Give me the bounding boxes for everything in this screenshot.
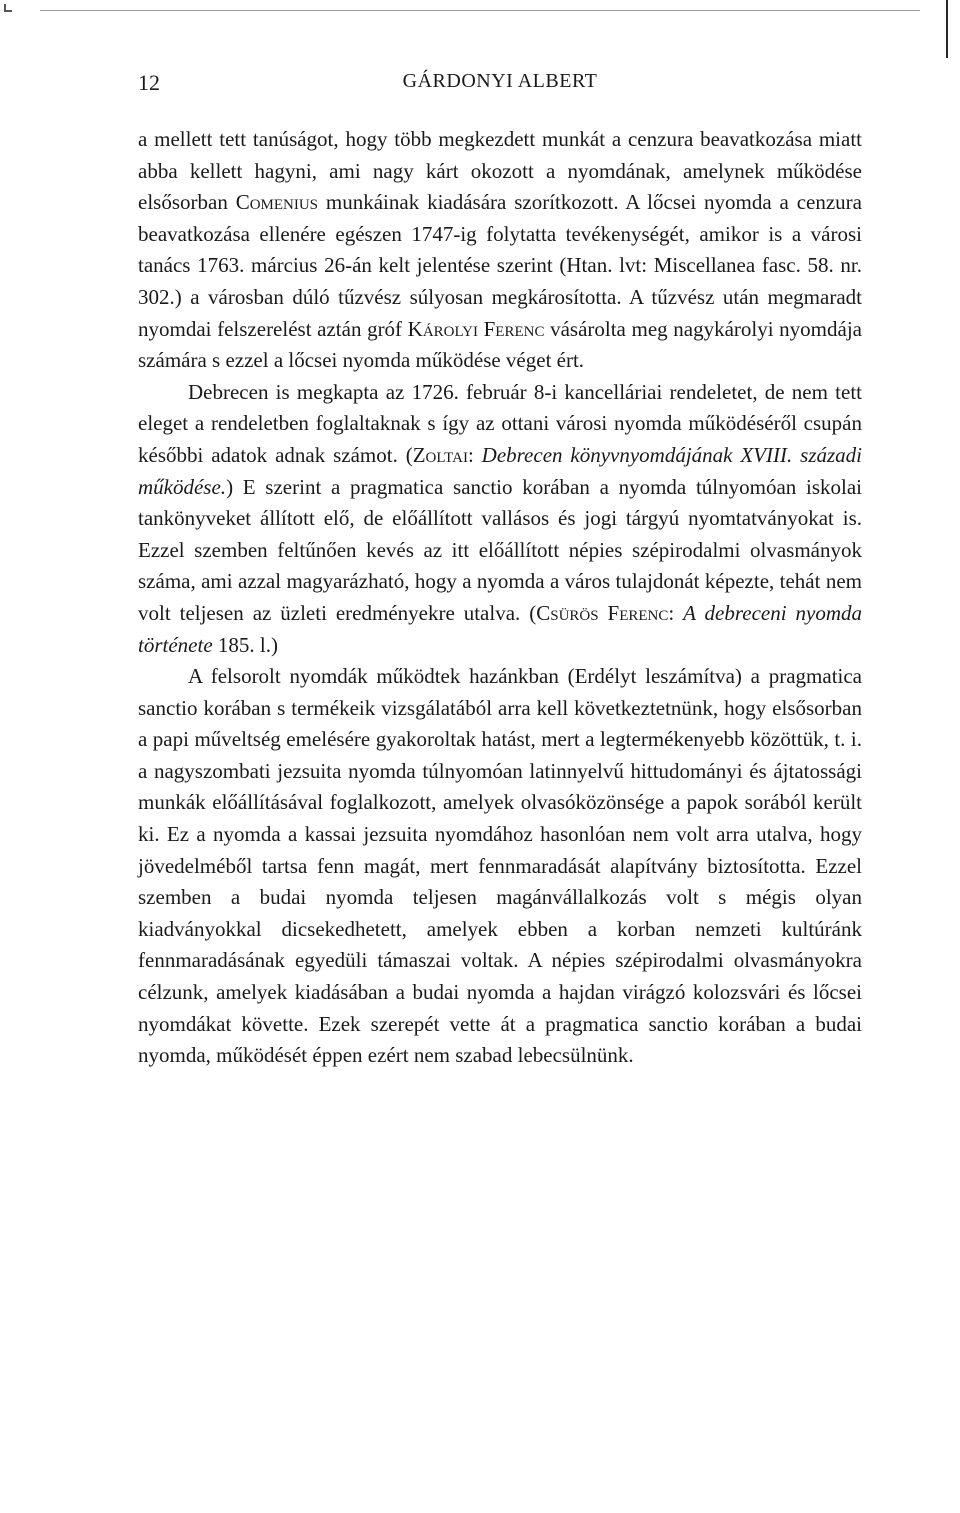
work-title: Debrecen könyvnyomdájának XVIII. századi működése. xyxy=(138,442,862,499)
paragraph xyxy=(138,124,862,377)
author-name: Comenius xyxy=(235,190,319,215)
text-run: A felsorolt nyomdák működtek hazánkban (Erdélyt leszámítva) a pragmatica sanctio korában s termékeik vizsgálatából arra kell következtetnünk, hogy elsősorban a papi műveltség emelésére gyakoroltak hatást, mert a legtermékenyebb közöttük, t. i. a nagyszombati jezsuita nyomda túlnyomóan latinnyelvű hittudományi és ájtatossági munkák előállításával foglalkozott, amelyek olvasóközönsége a papok sorából került ki. Ez a nyomda a kassai jezsuita nyomdához hasonlóan nem volt arra utalva, hogy jövedelméből tartsa fenn magát, mert fennmaradását alapítvány biztosította. Ezzel szemben a budai nyomda teljesen magánvállalkozás volt s mégis olyan kiadványokkal dicsekedhetett, amelyek ebben a korban nemzeti kultúránk fennmaradásának egyedüli támaszai voltak. A népies szépirodalmi olvasmányokra célzunk, amelyek kiadásában a budai nyomda a hajdan virágzó kolozsvári és lőcsei nyomdákat követte. Ezek szerepét vette át a pragmatica sanctio korában a budai nyomda, működését éppen ezért nem szabad lebecsülnünk. xyxy=(138,664,862,1068)
scan-top-edge-line xyxy=(40,10,920,11)
scan-corner-mark xyxy=(4,4,12,12)
page-header xyxy=(138,70,862,104)
author-name: Károlyi Ferenc xyxy=(407,316,545,341)
text-run: a mellett tett tanúságot, hogy több megkezdett munkát a cenzura beavatkozása miatt abba kellett hagyni, ami nagy kárt okozott a nyomdának, amelynek működése elsősorban xyxy=(138,127,862,215)
text-run: Debrecen is megkapta az 1726. február 8-i kancelláriai rendeletet, de nem tett eleget a rendeletben foglaltaknak s így az ottani városi nyomda működéséről csupán későbbi adatok adnak számot. ( xyxy=(138,379,862,467)
text-run: : xyxy=(668,600,684,625)
text-run: ) E szerint a pragmatica sanctio korában a nyomda túlnyomóan iskolai tankönyveket állított elő, de előállított vallásos és jogi tárgyú nyomtatványokat is. Ezzel szemben feltűnően kevés az itt előállított népies szépirodalmi olvasmányok száma, ami azzal magyarázható, hogy a nyomda a város tulajdonát képezte, tehát nem volt teljesen az üzleti eredményekre utalva. ( xyxy=(138,474,862,625)
author-name: Zoltai xyxy=(412,442,468,467)
text-run: : xyxy=(467,442,482,467)
page-number: 12 xyxy=(138,70,160,95)
paragraph xyxy=(138,377,862,661)
body-text xyxy=(138,124,862,1072)
scan-right-edge-rule xyxy=(946,0,948,58)
text-run: vásárolta meg nagykárolyi nyomdája számára s ezzel a lőcsei nyomda működése véget ért. xyxy=(138,316,862,373)
text-run: munkáinak kiadására szorítkozott. A lőcsei nyomda a cenzura beavatkozása ellenére egészen 1747-ig folytatta tevékenységét, amikor is a városi tanács 1763. március 26-án kelt jelentése szerint (Htan. lvt: Miscellanea fasc. 58. nr. 302.) a városban dúló tűzvész súlyosan megkárosította. A tűzvész után megmaradt nyomdai felszerelést aztán gróf xyxy=(138,190,862,341)
text-run: 185. l.) xyxy=(212,632,278,657)
paragraph xyxy=(138,661,862,1072)
running-head: GÁRDONYI ALBERT xyxy=(402,70,598,92)
author-name: Csürös Ferenc xyxy=(536,600,669,625)
work-title: A debreceni nyomda története xyxy=(138,600,862,657)
